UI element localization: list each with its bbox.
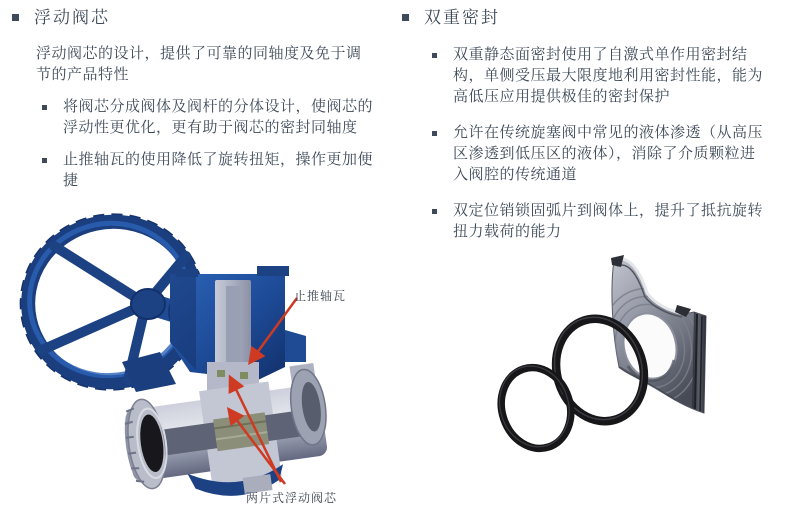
bullet-square-icon (12, 14, 19, 21)
list-item (432, 201, 794, 243)
right-bullet-1: 双重静态面密封使用了自激式单作用密封结构，单侧受压最大限度地利用密封性能，能为高低压应用提供极佳的密封保护 (453, 47, 764, 105)
bullet-square-icon (42, 105, 47, 110)
list-item (432, 123, 794, 186)
right-title-row (402, 6, 794, 30)
left-section-title: 浮动阀芯 (34, 8, 110, 27)
left-bullet-2: 止推轴瓦的使用降低了旋转扭矩，操作更加便捷 (63, 152, 374, 189)
bullet-square-icon (402, 14, 409, 21)
left-intro-paragraph: 浮动阀芯的设计，提供了可靠的同轴度及免于调节的产品特性 (36, 46, 362, 83)
bullet-square-icon (432, 131, 437, 136)
wheel-hub (131, 289, 165, 319)
bullet-square-icon (42, 158, 47, 163)
arc-segment (589, 255, 710, 414)
seal-components-figure (478, 248, 768, 483)
left-title-row (12, 6, 384, 30)
section-floating-core (12, 6, 384, 192)
o-ring-small (489, 357, 581, 458)
right-bullet-3: 双定位销锁固弧片到阀体上，提升了抵抗旋转扭力载荷的能力 (453, 203, 764, 240)
bullet-square-icon (432, 209, 437, 214)
section-double-seal (402, 6, 794, 243)
label-thrust-bearing: 止推轴瓦 (294, 289, 347, 303)
bullet-square-icon (432, 53, 437, 58)
label-two-piece-core: 两片式浮动阀芯 (246, 491, 338, 505)
valve-cutaway-figure (10, 212, 355, 512)
list-item (432, 45, 794, 108)
right-section-title: 双重密封 (424, 8, 500, 27)
right-bullet-2: 允许在传统旋塞阀中常见的液体渗透（从高压区渗透到低压区的液体），消除了介质颗粒进入阀腔的传统通道 (453, 125, 764, 183)
list-item (42, 150, 384, 192)
left-bullet-1: 将阀芯分成阀体及阀杆的分体设计，使阀芯的浮动性更优化，更有助于阀芯的密封同轴度 (63, 99, 374, 136)
list-item (42, 97, 384, 139)
